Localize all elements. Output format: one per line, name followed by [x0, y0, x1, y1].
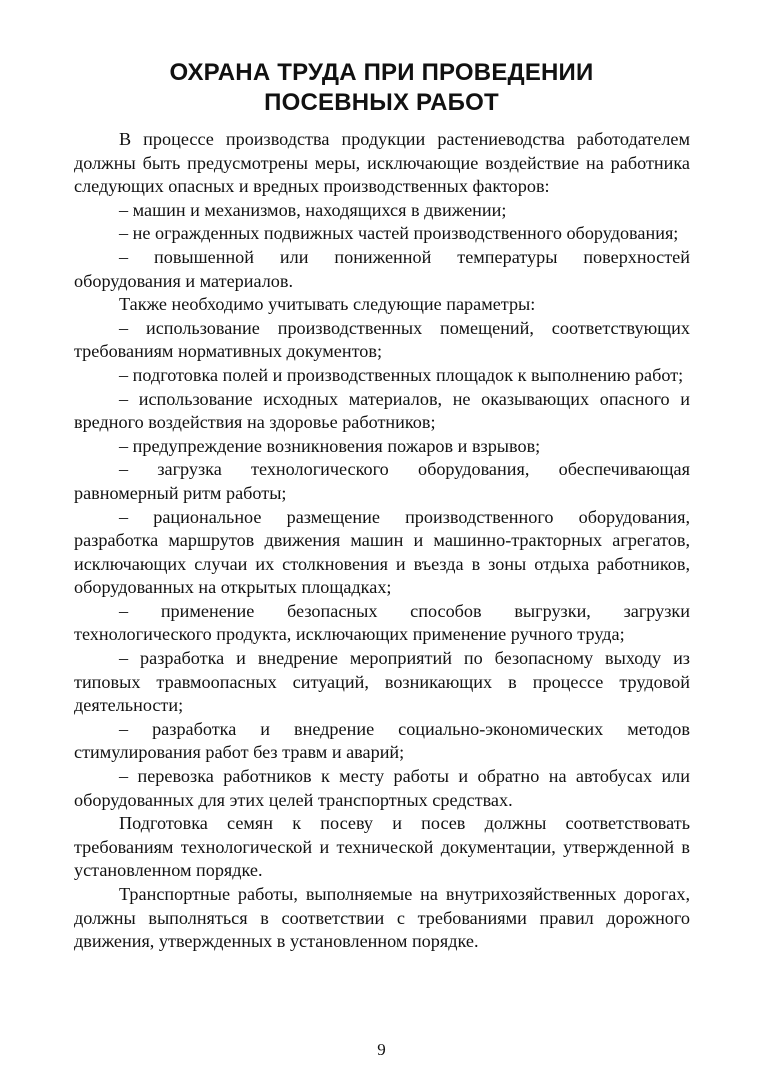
list-item-parameter-7: – применение безопасных способов выгрузки, загрузки технологического продукта, исключающих применение ручного труда; — [74, 600, 690, 645]
page-number: 9 — [377, 1040, 386, 1059]
list-item-parameter-1: – использование производственных помещений, соответствующих требованиям нормативных документов; — [74, 317, 690, 362]
intro-paragraph: В процессе производства продукции растениеводства работодателем должны быть предусмотрены меры, исключающие воздействие на работника следующих опасных и вредных производственных факторов: — [74, 129, 690, 197]
list-item-parameter-4: – предупреждение возникновения пожаров и взрывов; — [119, 435, 541, 456]
list-item-parameter-6: – рациональное размещение производственного оборудования, разработка маршрутов движения машин и машинно-тракторных агрегатов, исключающих случаи их столкновения и въезда в зоны отдыха работников, оборудованных на открытых площадках; — [74, 506, 690, 598]
list-item-parameter-8: – разработка и внедрение мероприятий по безопасному выходу из типовых травмоопасных ситуаций, возникающих в процессе трудовой деятельности; — [74, 648, 690, 716]
list-item-parameter-5: – загрузка технологического оборудования, обеспечивающая равномерный ритм работы; — [74, 459, 690, 503]
seed-preparation-paragraph: Подготовка семян к посеву и посев должны соответствовать требованиям технологической и технической документации, утвержденной в установленном порядке. — [74, 813, 690, 881]
list-item-parameter-2: – подготовка полей и производственных площадок к выполнению работ; — [119, 364, 684, 385]
parameters-intro-paragraph: Также необходимо учитывать следующие параметры: — [119, 294, 536, 315]
page-title — [0, 58, 763, 118]
list-item-factor-2: – не огражденных подвижных частей производственного оборудования; — [119, 223, 679, 244]
body-text — [74, 128, 690, 954]
transport-work-paragraph: Транспортные работы, выполняемые на внутрихозяйственных дорогах, должны выполняться в соответствии с требованиями правил дорожного движения, утвержденных в установленном порядке. — [74, 884, 690, 952]
list-item-parameter-3: – использование исходных материалов, не оказывающих опасного и вредного воздействия на здоровье работников; — [74, 388, 690, 433]
page-title-line-2: ПОСЕВНЫХ РАБОТ — [264, 89, 499, 116]
list-item-parameter-9: – разработка и внедрение социально-экономических методов стимулирования работ без травм и аварий; — [74, 718, 690, 763]
page-title-line-1: ОХРАНА ТРУДА ПРИ ПРОВЕДЕНИИ — [169, 59, 594, 86]
list-item-parameter-10: – перевозка работников к месту работы и обратно на автобусах или оборудованных для этих целей транспортных средствах. — [74, 766, 690, 810]
list-item-factor-1: – машин и механизмов, находящихся в движении; — [119, 199, 507, 220]
list-item-factor-3: – повышенной или пониженной температуры поверхностей оборудования и материалов. — [74, 246, 690, 291]
